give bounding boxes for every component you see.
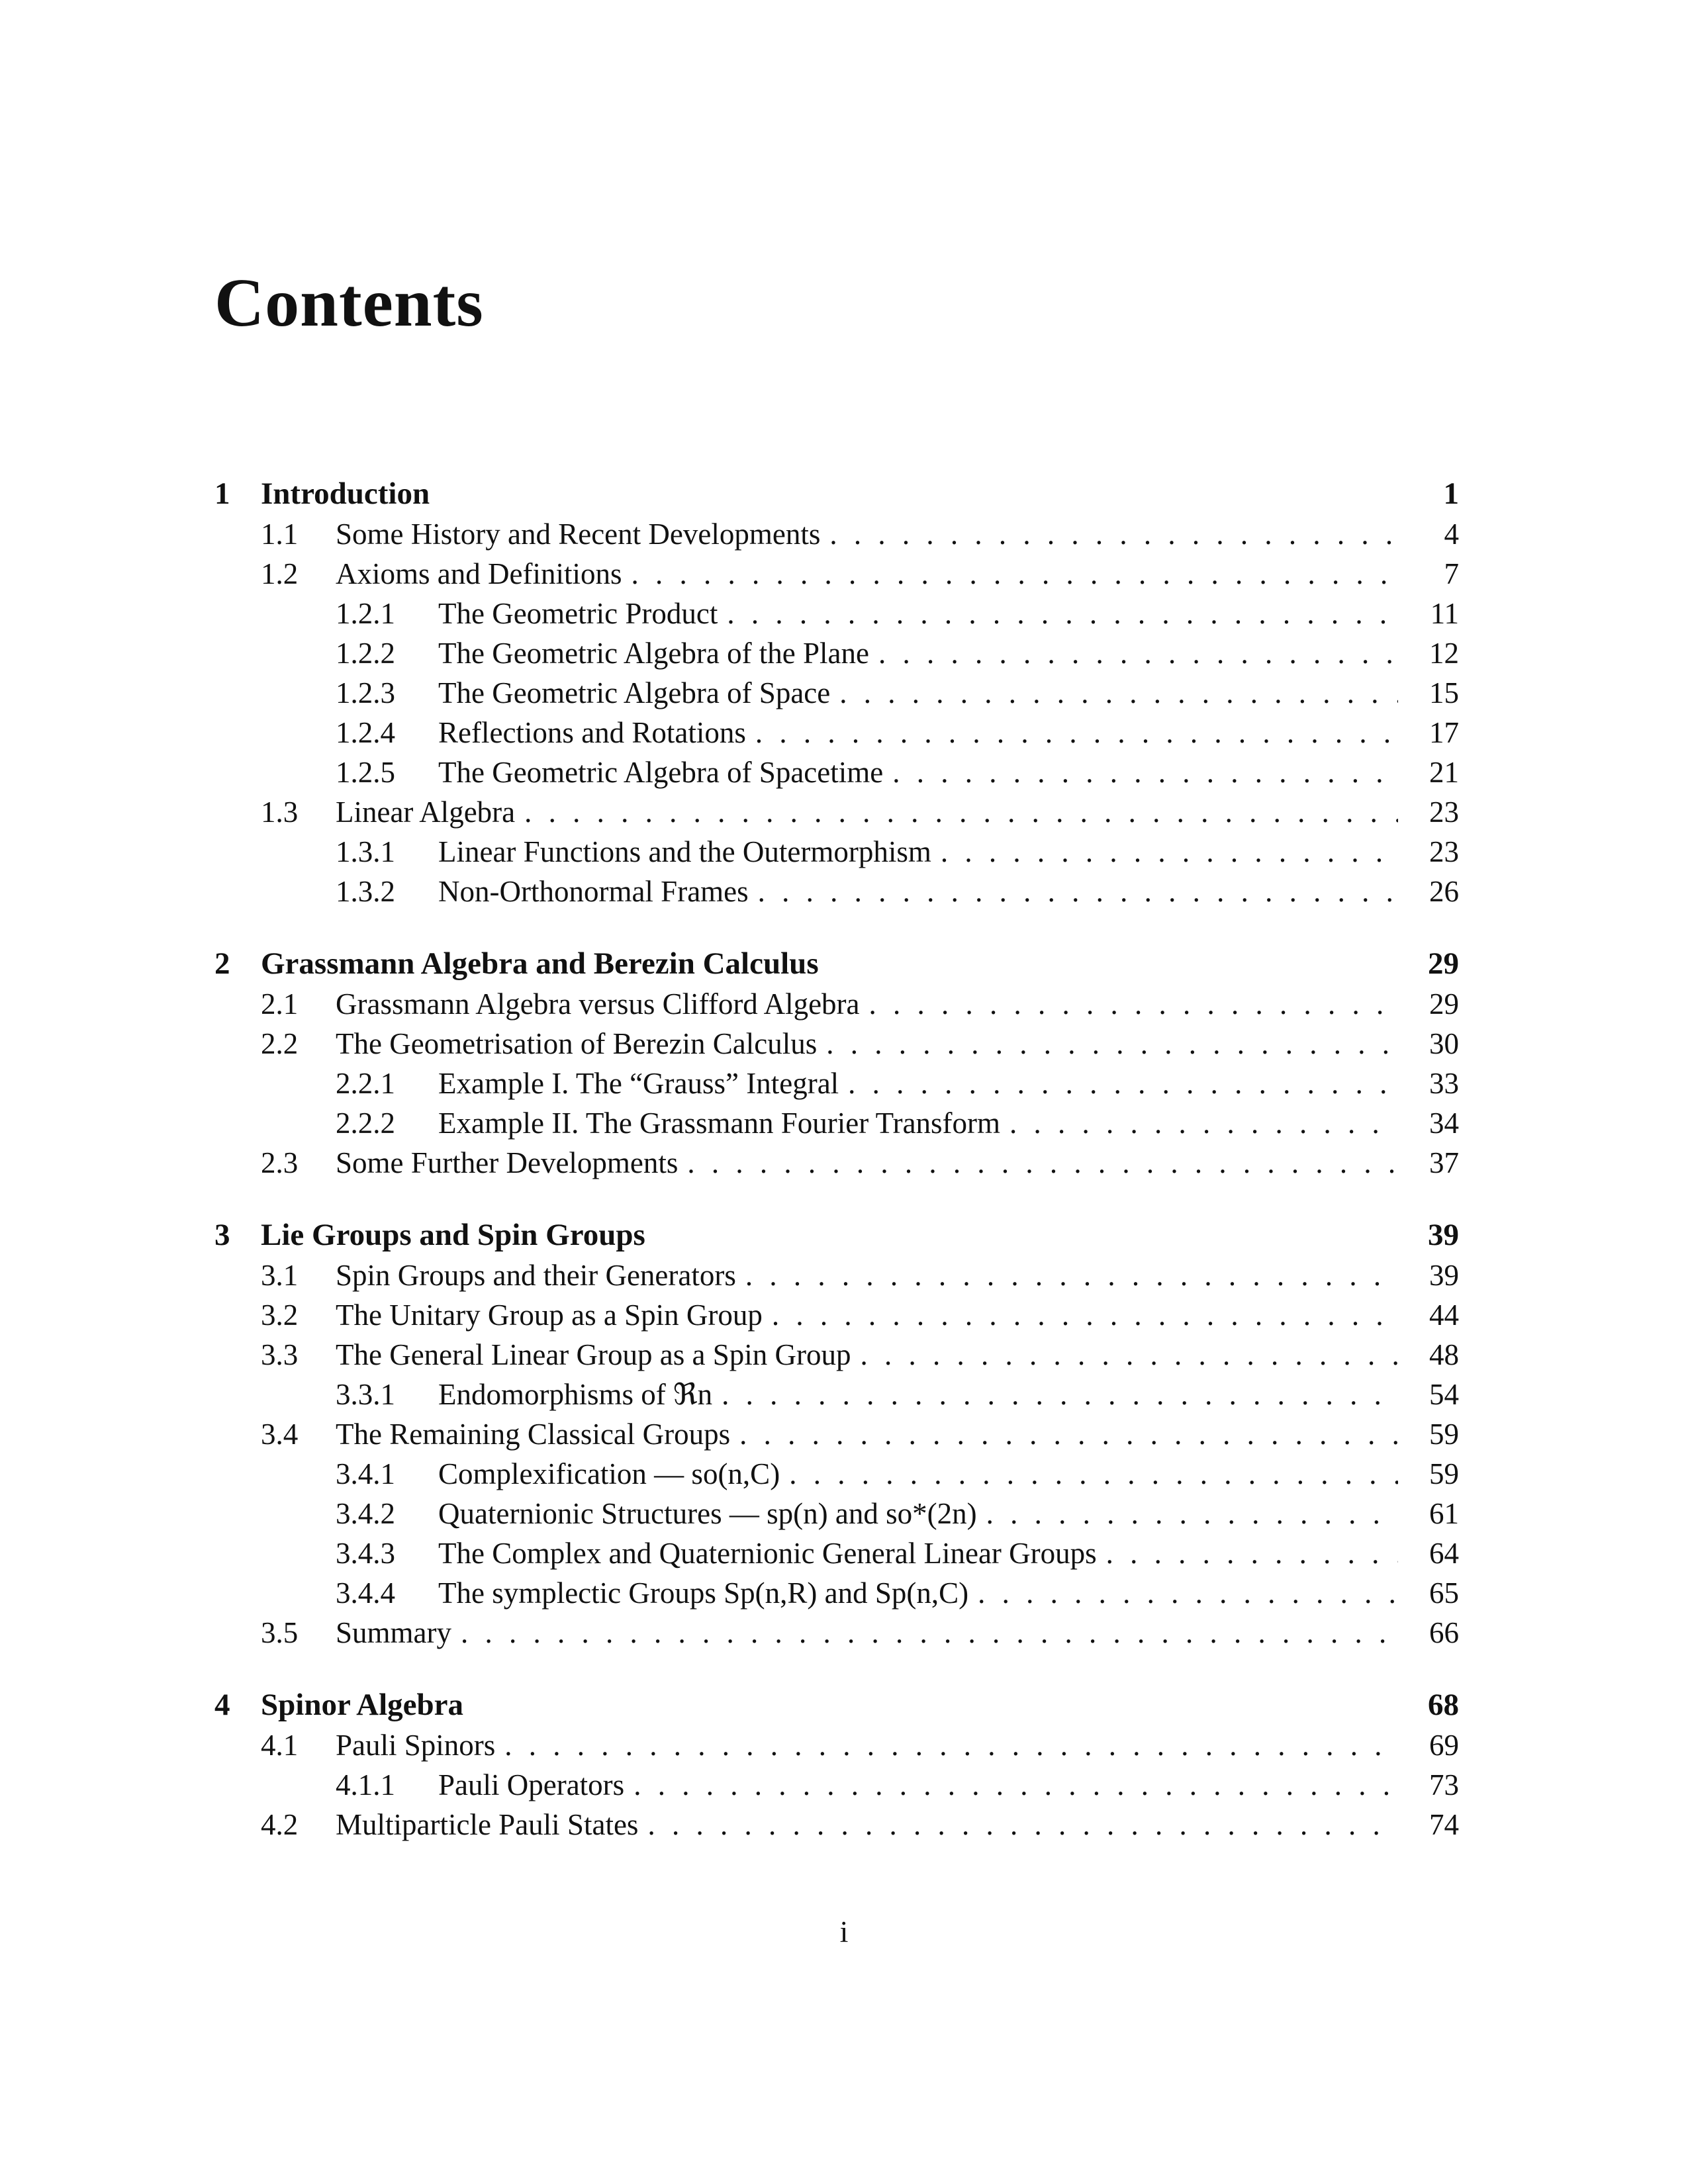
entry-number: 3.4.1 bbox=[336, 1457, 395, 1490]
entry-number: 3.4.2 bbox=[336, 1497, 395, 1530]
toc-entry[interactable] bbox=[214, 1103, 1459, 1143]
entry-title: Example II. The Grassmann Fourier Transform bbox=[438, 1107, 1001, 1140]
entry-title: The Geometric Product bbox=[438, 597, 718, 630]
entry-number: 1.2.3 bbox=[336, 676, 395, 709]
entry-number: 2.2.1 bbox=[336, 1067, 395, 1100]
entry-title: The General Linear Group as a Spin Group bbox=[336, 1338, 851, 1371]
entry-title: Some Further Developments bbox=[336, 1146, 679, 1179]
page-ref: 37 bbox=[1429, 1146, 1459, 1179]
page-ref: 54 bbox=[1429, 1378, 1459, 1411]
page-ref: 44 bbox=[1429, 1298, 1459, 1332]
toc-entry[interactable] bbox=[214, 1805, 1459, 1844]
toc-entry[interactable] bbox=[214, 872, 1459, 911]
entry-number: 3.2 bbox=[261, 1298, 299, 1332]
page-ref: 21 bbox=[1429, 756, 1459, 789]
dot-leader bbox=[461, 1613, 1398, 1653]
entry-number: 1.3.2 bbox=[336, 875, 395, 908]
dot-leader bbox=[941, 832, 1398, 872]
page-ref: 29 bbox=[1428, 946, 1459, 981]
page-title: Contents bbox=[214, 265, 484, 341]
dot-leader bbox=[826, 1024, 1398, 1064]
entry-title: The Geometric Algebra of the Plane bbox=[438, 637, 870, 670]
entry-title: The Geometrisation of Berezin Calculus bbox=[336, 1027, 818, 1060]
entry-title-wrap bbox=[336, 514, 1398, 554]
entry-number: 3.3 bbox=[261, 1338, 299, 1371]
page-ref: 33 bbox=[1429, 1067, 1459, 1100]
entry-title: Some History and Recent Developments bbox=[336, 518, 821, 551]
toc-entry[interactable] bbox=[214, 673, 1459, 713]
dot-leader bbox=[524, 792, 1398, 832]
page-number: i bbox=[839, 1915, 849, 1948]
toc-entry[interactable] bbox=[214, 1573, 1459, 1613]
toc-entry[interactable] bbox=[214, 832, 1459, 872]
toc-entry[interactable] bbox=[214, 1143, 1459, 1183]
page-ref: 39 bbox=[1428, 1218, 1459, 1252]
dot-leader bbox=[892, 752, 1398, 792]
entry-number: 2.2.2 bbox=[336, 1107, 395, 1140]
entry-title-wrap bbox=[438, 1454, 1398, 1494]
dot-leader bbox=[758, 872, 1398, 911]
entry-title-wrap bbox=[336, 1725, 1398, 1765]
toc-entry[interactable] bbox=[214, 792, 1459, 832]
entry-number: 1.3 bbox=[261, 796, 299, 829]
entry-title: Endomorphisms of ℜn bbox=[438, 1378, 713, 1411]
toc-entry[interactable] bbox=[214, 713, 1459, 752]
chapter-2 bbox=[214, 943, 1459, 1183]
dot-leader bbox=[829, 514, 1398, 554]
dot-leader bbox=[755, 713, 1398, 752]
toc-entry[interactable] bbox=[214, 1533, 1459, 1573]
page-ref: 59 bbox=[1429, 1418, 1459, 1451]
entry-number: 1.1 bbox=[261, 518, 299, 551]
dot-leader bbox=[1009, 1103, 1398, 1143]
entry-title: Non-Orthonormal Frames bbox=[438, 875, 749, 908]
entry-title: Reflections and Rotations bbox=[438, 716, 746, 749]
toc-entry[interactable] bbox=[214, 1725, 1459, 1765]
page-ref: 11 bbox=[1430, 597, 1459, 630]
page-ref: 39 bbox=[1429, 1259, 1459, 1292]
toc-chapter-row[interactable] bbox=[214, 1214, 1459, 1255]
entry-title-wrap bbox=[438, 1103, 1398, 1143]
page-ref: 48 bbox=[1429, 1338, 1459, 1371]
entry-title: The Unitary Group as a Spin Group bbox=[336, 1298, 763, 1332]
entry-number: 1.3.1 bbox=[336, 835, 395, 868]
chapter-number: 4 bbox=[214, 1688, 230, 1722]
page-ref: 23 bbox=[1429, 835, 1459, 868]
toc-entry[interactable] bbox=[214, 752, 1459, 792]
entry-title-wrap bbox=[438, 1064, 1398, 1103]
chapter-1 bbox=[214, 473, 1459, 911]
toc-entry[interactable] bbox=[214, 1255, 1459, 1295]
entry-title: Pauli Operators bbox=[438, 1768, 625, 1801]
entry-number: 3.3.1 bbox=[336, 1378, 395, 1411]
entry-title-wrap bbox=[336, 1805, 1398, 1844]
toc-chapter-row[interactable] bbox=[214, 473, 1459, 514]
dot-leader bbox=[687, 1143, 1398, 1183]
entry-title: Pauli Spinors bbox=[336, 1729, 496, 1762]
entry-title: Grassmann Algebra versus Clifford Algebra bbox=[336, 987, 860, 1021]
toc-chapter-row[interactable] bbox=[214, 943, 1459, 984]
dot-leader bbox=[727, 594, 1398, 633]
chapter-4 bbox=[214, 1684, 1459, 1844]
entry-title-wrap bbox=[336, 984, 1398, 1024]
dot-leader bbox=[789, 1454, 1398, 1494]
entry-number: 2.3 bbox=[261, 1146, 299, 1179]
chapter-title: Grassmann Algebra and Berezin Calculus bbox=[261, 946, 819, 981]
chapter-number: 2 bbox=[214, 946, 230, 981]
entry-number: 1.2.5 bbox=[336, 756, 395, 789]
page-ref: 59 bbox=[1429, 1457, 1459, 1490]
toc-entry[interactable] bbox=[214, 514, 1459, 554]
page-ref: 61 bbox=[1429, 1497, 1459, 1530]
entry-title: Multiparticle Pauli States bbox=[336, 1808, 639, 1841]
dot-leader bbox=[504, 1725, 1398, 1765]
entry-title: The Remaining Classical Groups bbox=[336, 1418, 731, 1451]
entry-title-wrap bbox=[438, 673, 1398, 713]
entry-number: 2.2 bbox=[261, 1027, 299, 1060]
entry-title: The Geometric Algebra of Space bbox=[438, 676, 831, 709]
entry-title-wrap bbox=[336, 554, 1398, 594]
table-of-contents bbox=[214, 473, 1459, 1876]
page-ref: 7 bbox=[1444, 557, 1459, 590]
entry-number: 1.2.1 bbox=[336, 597, 395, 630]
entry-title: Spin Groups and their Generators bbox=[336, 1259, 736, 1292]
dot-leader bbox=[861, 1335, 1399, 1375]
entry-title: The symplectic Groups Sp(n,R) and Sp(n,C) bbox=[438, 1576, 969, 1610]
entry-number: 3.4 bbox=[261, 1418, 299, 1451]
page-ref: 26 bbox=[1429, 875, 1459, 908]
page-ref: 73 bbox=[1429, 1768, 1459, 1801]
page-ref: 74 bbox=[1429, 1808, 1459, 1841]
dot-leader bbox=[647, 1805, 1398, 1844]
entry-title-wrap bbox=[438, 713, 1398, 752]
entry-title-wrap bbox=[336, 792, 1398, 832]
entry-number: 1.2.4 bbox=[336, 716, 395, 749]
entry-number: 1.2.2 bbox=[336, 637, 395, 670]
dot-leader bbox=[839, 673, 1398, 713]
toc-entry[interactable] bbox=[214, 1335, 1459, 1375]
entry-number: 2.1 bbox=[261, 987, 299, 1021]
dot-leader bbox=[722, 1375, 1398, 1414]
dot-leader bbox=[848, 1064, 1398, 1103]
dot-leader bbox=[1106, 1533, 1398, 1573]
toc-chapter-row[interactable] bbox=[214, 1684, 1459, 1725]
entry-title-wrap bbox=[336, 1255, 1398, 1295]
entry-title-wrap bbox=[336, 1414, 1398, 1454]
entry-title-wrap bbox=[438, 1765, 1398, 1805]
dot-leader bbox=[878, 633, 1398, 673]
entry-title: The Geometric Algebra of Spacetime bbox=[438, 756, 884, 789]
toc-entry[interactable] bbox=[214, 1064, 1459, 1103]
page-ref: 29 bbox=[1429, 987, 1459, 1021]
page-ref: 17 bbox=[1429, 716, 1459, 749]
entry-number: 3.4.4 bbox=[336, 1576, 395, 1610]
entry-number: 4.1 bbox=[261, 1729, 299, 1762]
entry-title: The Complex and Quaternionic General Linear Groups bbox=[438, 1537, 1097, 1570]
entry-number: 1.2 bbox=[261, 557, 299, 590]
entry-title-wrap bbox=[336, 1024, 1398, 1064]
entry-title-wrap bbox=[438, 1573, 1398, 1613]
toc-entry[interactable] bbox=[214, 1765, 1459, 1805]
entry-title: Quaternionic Structures — sp(n) and so*(2n) bbox=[438, 1497, 977, 1530]
dot-leader bbox=[631, 554, 1398, 594]
page-ref: 69 bbox=[1429, 1729, 1459, 1762]
page-ref: 66 bbox=[1429, 1616, 1459, 1649]
page-ref: 68 bbox=[1428, 1688, 1459, 1722]
entry-title-wrap bbox=[438, 1494, 1398, 1533]
entry-number: 3.4.3 bbox=[336, 1537, 395, 1570]
entry-title-wrap bbox=[336, 1335, 1398, 1375]
toc-entry[interactable] bbox=[214, 594, 1459, 633]
dot-leader bbox=[978, 1573, 1398, 1613]
page-ref: 1 bbox=[1443, 477, 1459, 511]
entry-title-wrap bbox=[438, 633, 1398, 673]
entry-title-wrap bbox=[438, 1533, 1398, 1573]
toc-entry[interactable] bbox=[214, 1613, 1459, 1653]
page-ref: 34 bbox=[1429, 1107, 1459, 1140]
page-ref: 15 bbox=[1429, 676, 1459, 709]
dot-leader bbox=[745, 1255, 1398, 1295]
entry-number: 3.1 bbox=[261, 1259, 299, 1292]
dot-leader bbox=[772, 1295, 1398, 1335]
toc-entry[interactable] bbox=[214, 1024, 1459, 1064]
page-ref: 64 bbox=[1429, 1537, 1459, 1570]
page-ref: 12 bbox=[1429, 637, 1459, 670]
entry-title-wrap bbox=[336, 1143, 1398, 1183]
entry-title: Linear Algebra bbox=[336, 796, 516, 829]
entry-title: Summary bbox=[336, 1616, 451, 1649]
entry-number: 4.1.1 bbox=[336, 1768, 395, 1801]
toc-entry[interactable] bbox=[214, 633, 1459, 673]
chapter-title: Lie Groups and Spin Groups bbox=[261, 1218, 645, 1252]
entry-number: 4.2 bbox=[261, 1808, 299, 1841]
entry-title-wrap bbox=[438, 752, 1398, 792]
page-ref: 65 bbox=[1429, 1576, 1459, 1610]
chapter-title: Spinor Algebra bbox=[261, 1688, 464, 1722]
toc-entry[interactable] bbox=[214, 1295, 1459, 1335]
entry-title-wrap bbox=[438, 594, 1398, 633]
entry-number: 3.5 bbox=[261, 1616, 299, 1649]
dot-leader bbox=[986, 1494, 1398, 1533]
entry-title: Axioms and Definitions bbox=[336, 557, 622, 590]
entry-title: Linear Functions and the Outermorphism bbox=[438, 835, 931, 868]
toc-entry[interactable] bbox=[214, 1375, 1459, 1414]
entry-title: Complexification — so(n,C) bbox=[438, 1457, 780, 1490]
entry-title-wrap bbox=[438, 832, 1398, 872]
page-ref: 23 bbox=[1429, 796, 1459, 829]
toc-entry[interactable] bbox=[214, 554, 1459, 594]
dot-leader bbox=[633, 1765, 1398, 1805]
toc-entry[interactable] bbox=[214, 984, 1459, 1024]
page-ref: 4 bbox=[1444, 518, 1459, 551]
entry-title-wrap bbox=[336, 1295, 1398, 1335]
toc-entry[interactable] bbox=[214, 1414, 1459, 1454]
entry-title-wrap bbox=[336, 1613, 1398, 1653]
toc-entry[interactable] bbox=[214, 1494, 1459, 1533]
dot-leader bbox=[739, 1414, 1398, 1454]
dot-leader bbox=[869, 984, 1399, 1024]
toc-entry[interactable] bbox=[214, 1454, 1459, 1494]
page-ref: 30 bbox=[1429, 1027, 1459, 1060]
chapter-title: Introduction bbox=[261, 477, 430, 511]
entry-title-wrap bbox=[438, 1375, 1398, 1414]
entry-title: Example I. The “Grauss” Integral bbox=[438, 1067, 839, 1100]
chapter-number: 1 bbox=[214, 477, 230, 511]
chapter-number: 3 bbox=[214, 1218, 230, 1252]
entry-title-wrap bbox=[438, 872, 1398, 911]
chapter-3 bbox=[214, 1214, 1459, 1653]
